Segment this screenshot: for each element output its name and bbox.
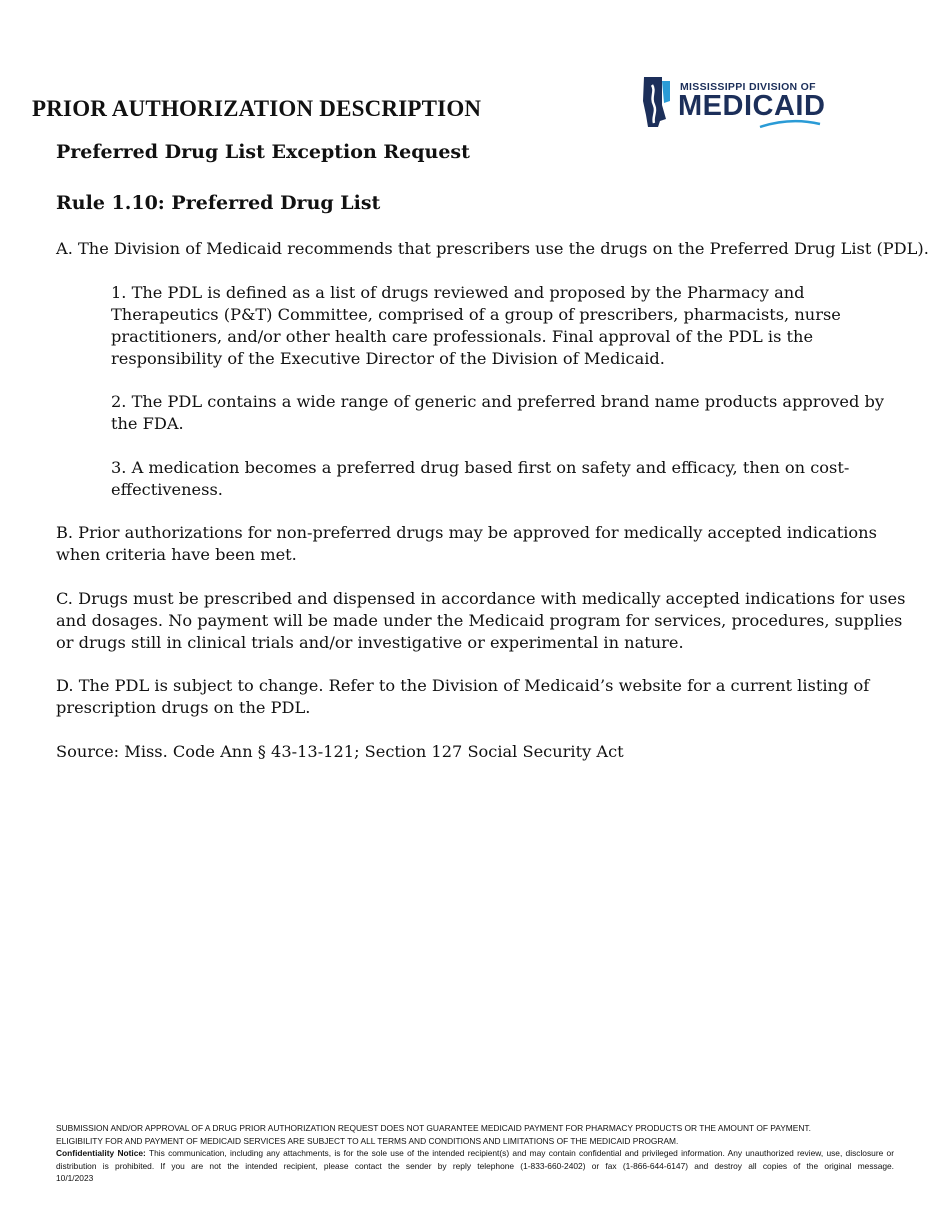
- logo-main-text: MEDICAID: [678, 90, 826, 122]
- confidentiality-notice: [56, 1147, 894, 1172]
- mississippi-state-icon: [640, 75, 674, 129]
- source-citation: Source: Miss. Code Ann § 43-13-121; Section 127 Social Security Act: [56, 742, 624, 761]
- footer-line-2: ELIGIBILITY FOR AND PAYMENT OF MEDICAID SERVICES ARE SUBJECT TO ALL TERMS AND CONDITIONS AND LIMITATIONS OF THE MEDICAID PROGRAM.: [56, 1135, 679, 1146]
- paragraph-b: B. Prior authorizations for non-preferred drugs may be approved for medically accepted indications when criteria have been met.: [56, 523, 877, 564]
- logo-swoosh: [758, 119, 822, 129]
- footer-line-1: SUBMISSION AND/OR APPROVAL OF A DRUG PRIOR AUTHORIZATION REQUEST DOES NOT GUARANTEE MEDICAID PAYMENT FOR PHARMACY PRODUCTS OR THE AMOUNT OF PAYMENT.: [56, 1123, 811, 1133]
- paragraph-a3: 3. A medication becomes a preferred drug based first on safety and efficacy, then on cost-effectiveness.: [111, 458, 850, 499]
- medicaid-logo: [640, 73, 830, 133]
- paragraph-a1: 1. The PDL is defined as a list of drugs reviewed and proposed by the Pharmacy and Therapeutics (P&T) Committee, comprised of a group of prescribers, pharmacists, nurse practitioners, and/or other health care professionals. Final approval of the PDL is the responsibility of the Executive Director of the Division of Medicaid.: [111, 283, 841, 368]
- notice-text: This communication, including any attachments, is for the sole use of the intended recipient(s) and may contain confidential and privileged information. Any unauthorized review, use, disclosure or distribution is prohibited. If you are not the intended recipient, please contact the sender by reply telephone (1-833-660-2402) or fax (1-866-644-6147) and destroy all copies of the original message.: [56, 1148, 894, 1171]
- rule-title: Rule 1.10: Preferred Drug List: [56, 192, 381, 214]
- notice-label: Confidentiality Notice:: [56, 1148, 146, 1158]
- paragraph-c: C. Drugs must be prescribed and dispensed in accordance with medically accepted indications for uses and dosages. No payment will be made under the Medicaid program for services, procedures, supplies or drugs still in clinical trials and/or investigative or experimental in nature.: [56, 589, 906, 652]
- paragraph-d: D. The PDL is subject to change. Refer to the Division of Medicaid’s website for a current listing of prescription drugs on the PDL.: [56, 676, 870, 717]
- form-subtitle: Preferred Drug List Exception Request: [56, 141, 470, 163]
- page-title: PRIOR AUTHORIZATION DESCRIPTION: [32, 96, 482, 121]
- paragraph-a2: 2. The PDL contains a wide range of generic and preferred brand name products approved by the FDA.: [111, 392, 885, 433]
- paragraph-a: A. The Division of Medicaid recommends that prescribers use the drugs on the Preferred Drug List (PDL).: [56, 239, 929, 258]
- logo-top-text: MISSISSIPPI DIVISION OF: [680, 81, 816, 93]
- revision-date: 10/1/2023: [56, 1173, 94, 1183]
- footer-disclaimer: [56, 1122, 894, 1185]
